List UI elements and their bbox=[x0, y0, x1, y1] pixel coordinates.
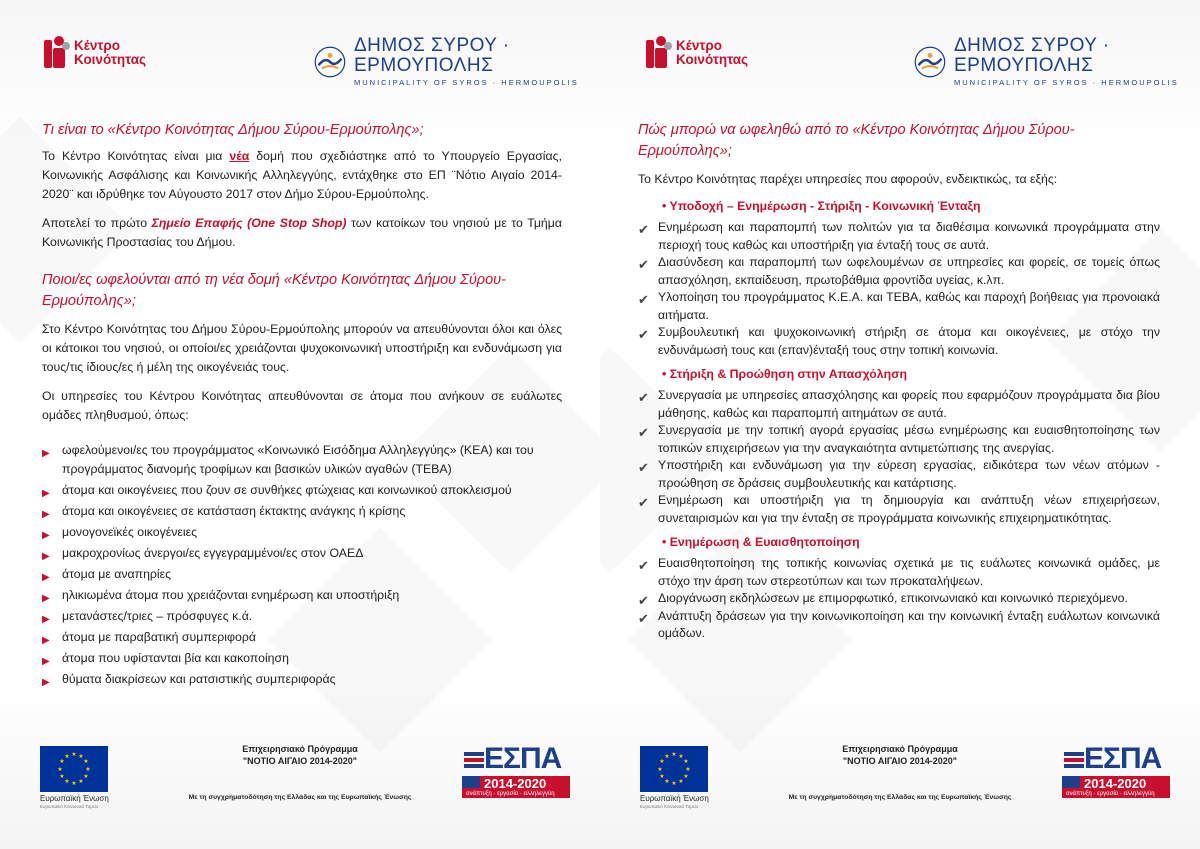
right-page bbox=[600, 0, 1200, 849]
svg-text:★: ★ bbox=[57, 767, 63, 773]
dimos-title: ΔΗΜΟΣ ΣΥΡΟΥ · ΕΡΜΟΥΠΟΛΗΣ bbox=[953, 35, 1110, 76]
svg-text:★: ★ bbox=[678, 779, 684, 785]
paragraph-what-is: Το Κέντρο Κοινότητας είναι μια νέα δομή που σχεδιάστηκε από το Υπουργείο Εργασίας, Κοινωνικής Ασφάλισης και Κοινωνικής Αλληλεγγύης, εντάχθηκε στο ΕΠ ¨Νότιο Αιγαίο 2014-2020¨ και ιδρύθηκε τον Αύγουστο 2017 στον Δήμο Σύρου-Ερμούπολης. bbox=[42, 149, 562, 202]
services-list-employment bbox=[638, 387, 1160, 527]
bullet-icon: ▶ bbox=[42, 593, 50, 605]
svg-text:★: ★ bbox=[64, 779, 70, 785]
svg-text:★: ★ bbox=[71, 781, 77, 787]
list-item: ✔ Ενημέρωση και παραπομπή των πολιτών για τα διαθέσιμα κοινωνικά προγράμματα στην περιοχή τους καθώς και υποστήριξη για ένταξή τους σε αυτά. bbox=[638, 220, 1160, 252]
list-item: ▶ άτομα με παραβατική συμπεριφορά bbox=[42, 628, 562, 647]
svg-text:★: ★ bbox=[59, 774, 65, 780]
right-footer bbox=[600, 742, 1200, 812]
list-item: ▶ μονογονεϊκές οικογένειες bbox=[42, 523, 562, 542]
svg-text:★: ★ bbox=[64, 754, 70, 760]
checkmark-icon: ✔ bbox=[638, 558, 649, 574]
list-item: ▶ άτομα που υφίστανται βία και κακοποίηση bbox=[42, 649, 562, 668]
greek-flag-icon bbox=[1062, 776, 1080, 788]
checkmark-icon: ✔ bbox=[638, 593, 649, 609]
svg-text:★: ★ bbox=[78, 754, 84, 760]
cofund-text: Με τη συγχρηματοδότηση της Ελλάδας και της Ευρωπαϊκής Ένωσης bbox=[188, 794, 412, 801]
svg-text:★: ★ bbox=[659, 774, 665, 780]
checkmark-icon: ✔ bbox=[638, 257, 649, 273]
bullet-icon: ▶ bbox=[42, 677, 50, 689]
espa-tagline: ανάπτυξη · εργασία · αλληλεγγύη bbox=[1066, 791, 1155, 797]
target-groups-list bbox=[42, 441, 562, 689]
kentro-logo-line2: Κοινότητας bbox=[74, 52, 147, 67]
kentro-logo-icon bbox=[646, 36, 672, 70]
highlight-new: νέα bbox=[229, 149, 250, 163]
list-item: ▶ άτομα με αναπηρίες bbox=[42, 565, 562, 584]
checkmark-icon: ✔ bbox=[638, 425, 649, 441]
svg-text:★: ★ bbox=[685, 767, 691, 773]
bullet-icon: ▶ bbox=[42, 572, 50, 584]
espa-tagline: ανάπτυξη · εργασία · αλληλεγγύη bbox=[466, 791, 555, 797]
left-footer bbox=[0, 742, 600, 812]
heading-how-benefit: Πώς μπορώ να ωφεληθώ από το «Κέντρο Κοινότητας Δήμου Σύρου-Ερμούπολης»; bbox=[638, 122, 1075, 159]
list-item: ✔ Διασύνδεση και παραπομπή των ωφελουμένων σε υπηρεσίες και φορείς, σε τομείς όπως απασχόληση, εκπαίδευση, πρωτοβάθμια φροντίδα υγείας, κ.λπ. bbox=[638, 255, 1160, 287]
heading-what-is: Τι είναι το «Κέντρο Κοινότητας Δήμου Σύρου-Ερμούπολης»; bbox=[42, 122, 424, 138]
services-list-awareness bbox=[638, 555, 1160, 643]
svg-text:★: ★ bbox=[657, 767, 663, 773]
eu-sublabel: Ευρωπαϊκό Κοινωνικό Ταμείο bbox=[640, 804, 699, 809]
list-item: ▶ μετανάστες/τριες – πρόσφυγες κ.ά. bbox=[42, 607, 562, 626]
bullet-icon: ▶ bbox=[42, 530, 50, 542]
svg-text:★: ★ bbox=[83, 774, 89, 780]
svg-text:★: ★ bbox=[59, 759, 65, 765]
svg-text:★: ★ bbox=[664, 779, 670, 785]
checkmark-icon: ✔ bbox=[638, 292, 649, 308]
list-item: ✔ Ανάπτυξη δράσεων για την κοινωνικοποίηση και την κοινωνική ένταξη ευάλωτων κοινωνικά ομάδων. bbox=[638, 608, 1160, 641]
paragraph-services-intro: Το Κέντρο Κοινότητας παρέχει υπηρεσίες που αφορούν, ενδεικτικώς, τα εξής: bbox=[638, 172, 1058, 186]
eu-label: Ευρωπαϊκή Ένωση bbox=[640, 794, 709, 803]
dimos-emblem-icon bbox=[312, 42, 348, 82]
list-item: ▶ άτομα και οικογένειες που ζουν σε συνθήκες φτώχειας και κοινωνικού αποκλεισμού bbox=[42, 481, 562, 500]
espa-word: ΕΣΠΑ bbox=[484, 742, 562, 775]
left-content bbox=[42, 120, 562, 689]
list-item: ▶ θύματα διακρίσεων και ρατσιστικής συμπεριφοράς bbox=[42, 670, 562, 689]
list-item: ✔ Ευαισθητοποίηση της τοπικής κοινωνίας σχετικά με τις ευάλωτες κοινωνικά ομάδες, με στόχο την άρση των στερεοτύπων και των προκαταλήψεων. bbox=[638, 556, 1160, 588]
espa-years: 2014-2020 bbox=[1084, 776, 1147, 791]
svg-text:★: ★ bbox=[671, 781, 677, 787]
bullet-icon: ▶ bbox=[42, 635, 50, 647]
eu-sublabel: Ευρωπαϊκό Κοινωνικό Ταμείο bbox=[40, 804, 99, 809]
espa-bars-icon bbox=[464, 748, 484, 772]
dimos-subtitle: MUNICIPALITY OF SYROS · HERMOUPOLIS bbox=[353, 78, 579, 87]
paragraph-one-stop-shop: Αποτελεί το πρώτο Σημείο Επαφής (One Stop Shop) των κατοίκων του νησιού με το Τμήμα Κοινωνικής Προστασίας του Δήμου. bbox=[42, 215, 562, 249]
eu-flag-icon bbox=[640, 746, 708, 792]
dimos-logo bbox=[312, 36, 600, 87]
svg-text:★: ★ bbox=[71, 752, 77, 758]
espa-logo bbox=[1062, 742, 1172, 804]
svg-text:★: ★ bbox=[78, 779, 84, 785]
kentro-logo-icon bbox=[44, 36, 70, 70]
bullet-icon: ▶ bbox=[42, 656, 50, 668]
bullet-icon: ▶ bbox=[42, 551, 50, 563]
checkmark-icon: ✔ bbox=[638, 610, 649, 626]
op-line1: Επιχειρησιακό Πρόγραμμα bbox=[842, 744, 958, 754]
services-list-reception bbox=[638, 219, 1160, 359]
list-item: ▶ μακροχρονίως άνεργοι/ες εγγεγραμμένοι/ες στον ΟΑΕΔ bbox=[42, 544, 562, 563]
checkmark-icon: ✔ bbox=[638, 390, 649, 406]
heading-who-benefits: Ποιοι/ες ωφελούνται από τη νέα δομή «Κέντρο Κοινότητας Δήμου Σύρου-Ερμούπολης»; bbox=[42, 272, 506, 310]
list-item: ▶ ηλικιωμένα άτομα που χρειάζονται ενημέρωση και υποστήριξη bbox=[42, 586, 562, 605]
kentro-logo-line1: Κέντρο bbox=[676, 38, 722, 53]
dimos-title: ΔΗΜΟΣ ΣΥΡΟΥ · ΕΡΜΟΥΠΟΛΗΣ bbox=[353, 35, 510, 76]
dimos-emblem-icon bbox=[912, 42, 948, 82]
checkmark-icon: ✔ bbox=[638, 222, 649, 238]
list-item: ✔ Συνεργασία με την τοπική αγορά εργασίας μέσω ενημέρωσης και ευαισθητοποίησης των τοπικών επιχειρήσεων για την αναγκαιότητα αντιμετώπισης της ανεργίας. bbox=[638, 423, 1160, 455]
eu-label: Ευρωπαϊκή Ένωση bbox=[40, 794, 109, 803]
bullet-icon: ▶ bbox=[42, 614, 50, 626]
svg-text:★: ★ bbox=[659, 759, 665, 765]
espa-years: 2014-2020 bbox=[484, 776, 547, 791]
svg-text:★: ★ bbox=[683, 774, 689, 780]
list-item: ✔ Συνεργασία με υπηρεσίες απασχόλησης και φορείς που εφαρμόζουν προγράμματα δια βίου μάθησης, καθώς και παραπομπή αιτημάτων σε αυτά. bbox=[638, 388, 1160, 420]
kentro-logo-line1: Κέντρο bbox=[74, 38, 120, 53]
espa-logo bbox=[462, 742, 572, 804]
eu-flag-icon bbox=[40, 746, 108, 792]
list-item: ✔ Συμβουλευτική και ψυχοκοινωνική στήριξη σε άτομα και οικογένειες, με στόχο την ενδυνάμωσή τους και (επαν)ένταξή τους στην τοπική κοινωνία. bbox=[638, 325, 1160, 357]
list-item: ✔ Ενημέρωση και υποστήριξη για τη δημιουργία και ανάπτυξη νέων επιχειρήσεων, συνεταιρισμών και για την ένταξη σε προγράμματα κοινωνικής επιχειρηματικότητας. bbox=[638, 493, 1160, 525]
dimos-logo bbox=[912, 36, 1200, 87]
dimos-subtitle: MUNICIPALITY OF SYROS · HERMOUPOLIS bbox=[953, 78, 1179, 87]
svg-text:★: ★ bbox=[664, 754, 670, 760]
checkmark-icon: ✔ bbox=[638, 460, 649, 476]
list-item: ▶ ωφελούμενοι/ες του προγράμματος «Κοινωνικό Εισόδημα Αλληλεγγύης» (ΚΕΑ) και του προγράμματος διανομής τροφίμων και βασικών υλικών αγαθών (ΤΕΒΑ) bbox=[42, 443, 534, 477]
svg-text:★: ★ bbox=[678, 754, 684, 760]
bullet-icon: ▶ bbox=[42, 448, 50, 460]
section-title-reception: • Υποδοχή – Ενημέρωση - Στήριξη - Κοινωνική Ένταξη bbox=[662, 199, 981, 214]
list-item: ▶ άτομα και οικογένειες σε κατάσταση έκτακτης ανάγκης ή κρίσης bbox=[42, 502, 562, 521]
right-content bbox=[638, 120, 1160, 643]
checkmark-icon: ✔ bbox=[638, 327, 649, 343]
bullet-icon: ▶ bbox=[42, 509, 50, 521]
list-item: ✔ Υλοποίηση του προγράμματος Κ.Ε.Α. και ΤΕΒΑ, καθώς και παροχή βοήθειας για προνοιακά αιτήματα. bbox=[638, 290, 1160, 322]
op-line2: "ΝΟΤΙΟ ΑΙΓΑΙΟ 2014-2020" bbox=[242, 756, 358, 766]
list-item: ✔ Υποστήριξη και ενδυνάμωση για την εύρεση εργασίας, ειδικότερα των νέων ατόμων - προώθηση σε δράσεις συμβουλευτικής και κατάρτισης. bbox=[638, 458, 1160, 490]
paragraph-target-groups: Οι υπηρεσίες του Κέντρου Κοινότητας απευθύνονται σε άτομα που ανήκουν σε ευάλωτες ομάδες πληθυσμού, όπως: bbox=[42, 388, 562, 422]
svg-text:★: ★ bbox=[83, 759, 89, 765]
section-title-awareness: • Ενημέρωση & Ευαισθητοποίηση bbox=[662, 535, 860, 550]
list-item: ✔ Διοργάνωση εκδηλώσεων με επιμορφωτικό, επικοινωνιακό και κοινωνικό περιεχόμενο. bbox=[638, 591, 1128, 609]
checkmark-icon: ✔ bbox=[638, 495, 649, 511]
espa-word: ΕΣΠΑ bbox=[1084, 742, 1162, 775]
cofund-text: Με τη συγχρηματοδότηση της Ελλάδας και της Ευρωπαϊκής Ένωσης bbox=[788, 794, 1012, 801]
greek-flag-icon bbox=[462, 776, 480, 788]
espa-bars-icon bbox=[1064, 748, 1084, 772]
highlight-one-stop-shop: Σημείο Επαφής (One Stop Shop) bbox=[151, 215, 347, 230]
svg-text:★: ★ bbox=[671, 752, 677, 758]
bullet-icon: ▶ bbox=[42, 488, 50, 500]
kentro-koinotitas-logo bbox=[44, 36, 146, 70]
kentro-logo-line2: Κοινότητας bbox=[676, 52, 749, 67]
svg-text:★: ★ bbox=[85, 767, 91, 773]
svg-text:★: ★ bbox=[683, 759, 689, 765]
kentro-koinotitas-logo bbox=[646, 36, 748, 70]
paragraph-who-can-apply: Στο Κέντρο Κοινότητας του Δήμου Σύρου-Ερμούπολης μπορούν να απευθύνονται όλοι και όλες οι κάτοικοι του νησιού, οι οποίοι/ες χρειάζονται ψυχοκοινωνική υποστήριξη και ενδυνάμωση για τους/τις ίδιους/ες ή μέλη της οικογένειάς τους. bbox=[42, 322, 562, 375]
op-line1: Επιχειρησιακό Πρόγραμμα bbox=[242, 744, 358, 754]
op-line2: "ΝΟΤΙΟ ΑΙΓΑΙΟ 2014-2020" bbox=[842, 756, 958, 766]
section-title-employment: • Στήριξη & Προώθηση στην Απασχόληση bbox=[662, 367, 908, 382]
